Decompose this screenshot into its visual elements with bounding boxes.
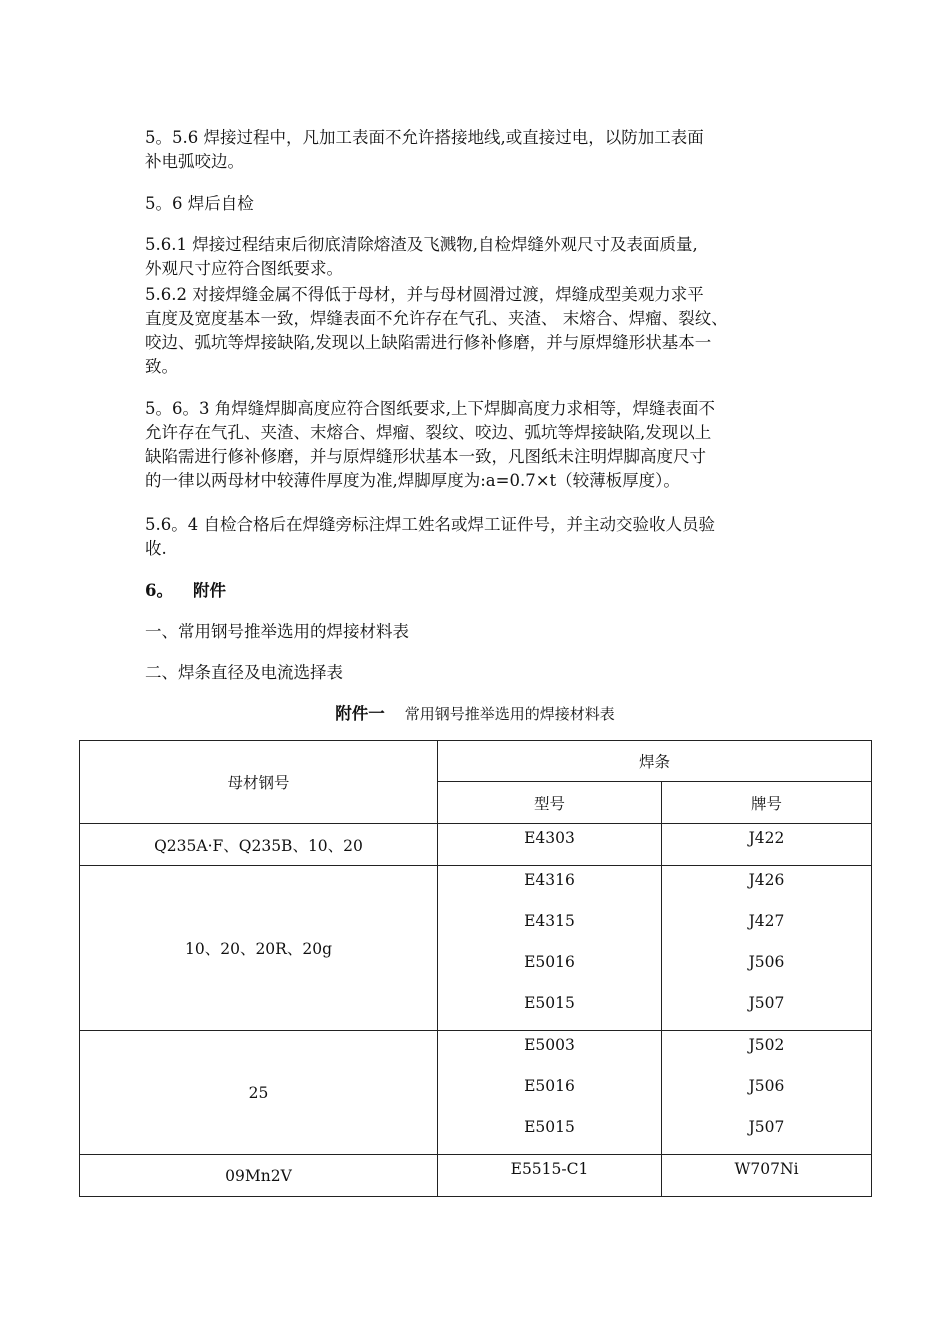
- paragraph-5-5-6: [145, 126, 835, 174]
- table-row: [80, 1031, 872, 1155]
- header-brand: 牌号: [662, 782, 872, 824]
- model-value: E5003: [524, 1036, 575, 1054]
- cell-base-steel: 25: [80, 1031, 438, 1155]
- header-model: 型号: [438, 782, 662, 824]
- section-6-heading: [145, 579, 226, 603]
- attachment-item-1: [145, 620, 835, 644]
- text-line: 直度及宽度基本一致，焊缝表面不允许存在气孔、夹渣、 末熔合、焊瘤、裂纹、: [145, 309, 728, 328]
- text-line: 缺陷需进行修补修磨，并与原焊缝形状基本一致，凡图纸未注明焊脚高度尺寸: [145, 447, 706, 466]
- model-value: E4316: [524, 871, 575, 889]
- model-value: E4303: [524, 829, 575, 847]
- text-line: 的一律以两母材中较薄件厚度为准,焊脚厚度为:a=0.7×t（较薄板厚度）。: [145, 471, 680, 490]
- section-title: 附件: [193, 581, 226, 600]
- welding-materials-table: [79, 740, 872, 1197]
- text-line: 外观尺寸应符合图纸要求。: [145, 259, 343, 278]
- brand-value: J506: [748, 953, 785, 971]
- brand-value: J502: [748, 1036, 785, 1054]
- text-line: 致。: [145, 357, 178, 376]
- brand-value: J507: [748, 1118, 785, 1136]
- paragraph-5-6-3: [145, 397, 835, 493]
- brand-value: J506: [748, 1077, 785, 1095]
- cell-model: [438, 1155, 662, 1197]
- cell-base-steel: 10、20、20R、20g: [80, 866, 438, 1031]
- cell-brand: [662, 866, 872, 1031]
- text-line: 二、焊条直径及电流选择表: [145, 663, 343, 682]
- cell-model: [438, 866, 662, 1031]
- brand-value: J422: [748, 829, 785, 847]
- cell-brand: [662, 1031, 872, 1155]
- text-line: 5.6.2 对接焊缝金属不得低于母材，并与母材圆滑过渡，焊缝成型美观力求平: [145, 285, 704, 304]
- text-line: 5。6。3 角焊缝焊脚高度应符合图纸要求,上下焊脚高度力求相等，焊缝表面不: [145, 399, 715, 418]
- model-value: E4315: [524, 912, 575, 930]
- model-value: E5015: [524, 1118, 575, 1136]
- brand-value: J507: [748, 994, 785, 1012]
- model-value: E5515-C1: [510, 1160, 589, 1178]
- table-row: [80, 866, 872, 1031]
- table-row: [80, 1155, 872, 1197]
- text-line: 5.6.1 焊接过程结束后彻底清除熔渣及飞溅物,自检焊缝外观尺寸及表面质量,: [145, 235, 698, 254]
- caption-title: 常用钢号推举选用的焊接材料表: [404, 705, 615, 723]
- brand-value: W707Ni: [734, 1160, 799, 1178]
- table-caption: [0, 702, 950, 726]
- section-number: 6。: [145, 581, 173, 600]
- paragraph-5-6-4: [145, 513, 835, 561]
- text-line: 允许存在气孔、夹渣、末熔合、焊瘤、裂纹、咬边、弧坑等焊接缺陷,发现以上: [145, 423, 712, 442]
- cell-model: [438, 824, 662, 866]
- cell-base-steel: 09Mn2V: [80, 1155, 438, 1197]
- brand-value: J427: [748, 912, 785, 930]
- paragraph-5-6-2: [145, 283, 835, 379]
- text-line: 5。5.6 焊接过程中，凡加工表面不允许搭接地线,或直接过电，以防加工表面: [145, 128, 704, 147]
- section-title-5-6: [145, 192, 835, 216]
- model-value: E5016: [524, 953, 575, 971]
- cell-model: [438, 1031, 662, 1155]
- cell-brand: [662, 824, 872, 866]
- text-line: 一、常用钢号推举选用的焊接材料表: [145, 622, 409, 641]
- cell-base-steel: Q235A·F、Q235B、10、20: [80, 824, 438, 866]
- brand-value: J426: [748, 871, 785, 889]
- text-line: 补电弧咬边。: [145, 152, 244, 171]
- paragraph-5-6-1: [145, 233, 835, 281]
- text-line: 咬边、弧坑等焊接缺陷,发现以上缺陷需进行修补修磨，并与原焊缝形状基本一: [145, 333, 712, 352]
- caption-label: 附件一: [335, 704, 385, 723]
- header-electrode: 焊条: [438, 741, 872, 782]
- table-row: [80, 824, 872, 866]
- model-value: E5015: [524, 994, 575, 1012]
- text-line: 5。6 焊后自检: [145, 194, 254, 213]
- text-line: 收.: [145, 539, 167, 558]
- table-header-row: [80, 741, 872, 782]
- attachment-item-2: [145, 661, 835, 685]
- header-base-steel: 母材钢号: [80, 741, 438, 824]
- model-value: E5016: [524, 1077, 575, 1095]
- text-line: 5.6。4 自检合格后在焊缝旁标注焊工姓名或焊工证件号，并主动交验收人员验: [145, 515, 715, 534]
- cell-brand: [662, 1155, 872, 1197]
